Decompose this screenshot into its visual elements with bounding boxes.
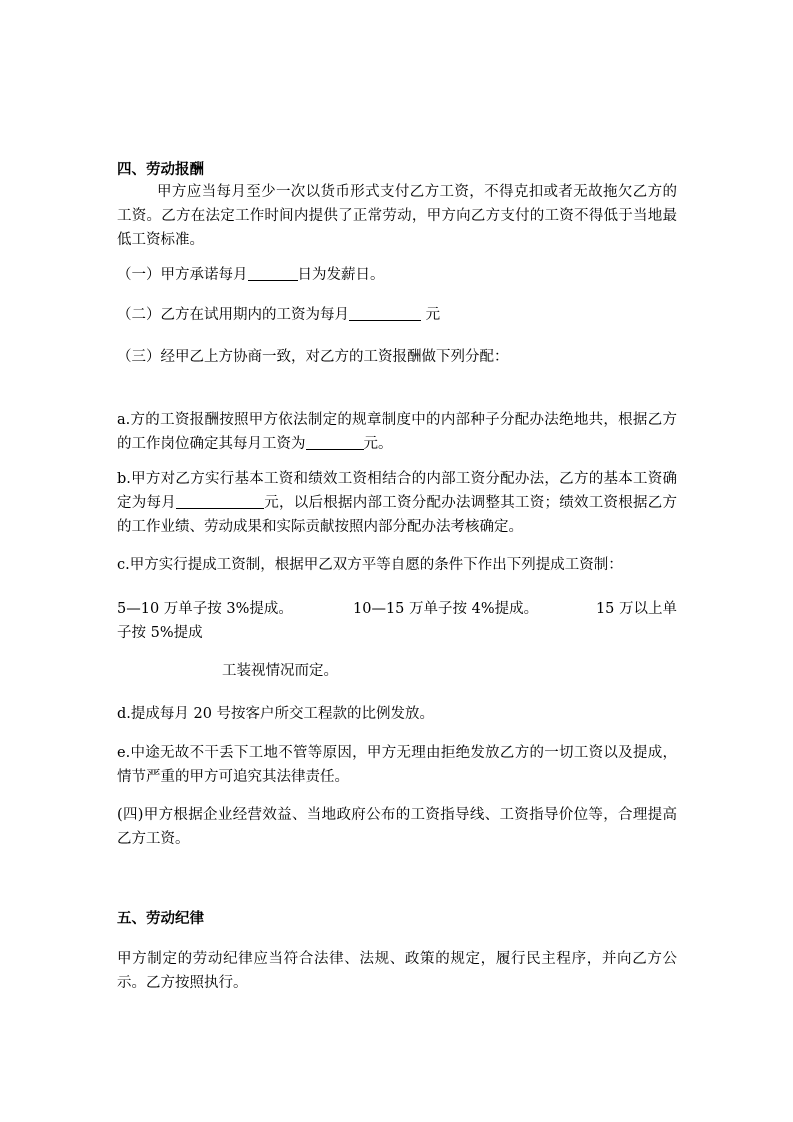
probation-salary-blank xyxy=(349,304,421,321)
clause-pay-day-suffix: 日为发薪日。 xyxy=(297,267,385,283)
clause-pay-day-prefix: （一）甲方承诺每月 xyxy=(117,267,248,283)
section-4-intro: 甲方应当每月至少一次以货币形式支付乙方工资，不得克扣或者无故拖欠乙方的工资。乙方在法定工作时间内提供了正常劳动，甲方向乙方支付的工资不得低于当地最低工资标准。 xyxy=(117,184,677,248)
pay-day-blank xyxy=(248,264,298,281)
clause-c: c.甲方实行提成工资制，根据甲乙双方平等自愿的条件下作出下列提成工资制： xyxy=(117,557,623,573)
clause-b-prefix: b.甲方对乙方实行基本工资和绩效工资相结合的内部工资分配办法，乙方的基本工资确定为每月 xyxy=(117,471,677,511)
commission-tiers xyxy=(117,597,677,621)
clause-four: (四)甲方根据企业经营效益、当地政府公布的工资指导线、工资指导价位等，合理提高乙方工资。 xyxy=(117,807,677,847)
clause-probation-salary xyxy=(117,303,677,327)
clause-c-note: 工装视情况而定。 xyxy=(222,663,338,679)
clause-d: d.提成每月 20 号按客户所交工程款的比例发放。 xyxy=(117,706,435,722)
base-salary-blank xyxy=(176,492,264,509)
clause-e: e.中途无故不干丢下工地不管等原因，甲方无理由拒绝发放乙方的一切工资以及提成，情节严重的甲方可追究其法律责任。 xyxy=(117,745,677,785)
section-4-heading: 四、劳动报酬 xyxy=(117,161,204,178)
clause-probation-suffix: 元 xyxy=(421,307,441,323)
clause-probation-prefix: （二）乙方在试用期内的工资为每月 xyxy=(117,307,349,323)
commission-tier-1: 5—10 万单子按 3%提成。 xyxy=(117,601,293,617)
commission-tier-3-part-1: 15 万以上单 xyxy=(595,601,677,617)
clause-a-prefix: a.方的工资报酬按照甲方依法制定的规章制度中的内部种子分配办法绝地共，根据乙方的工作岗位确定其每月工资为 xyxy=(117,412,677,452)
clause-b xyxy=(117,467,677,539)
monthly-salary-blank xyxy=(306,433,364,450)
clause-b-suffix: 元，以后根据内部工资分配办法调整其工资；绩效工资根据乙方的工作业绩、劳动成果和实际贡献按照内部分配办法考核确定。 xyxy=(117,495,677,535)
clause-a-suffix: 元。 xyxy=(363,436,393,452)
commission-tier-3-part-2: 子按 5%提成 xyxy=(117,625,203,641)
commission-tier-2: 10—15 万单子按 4%提成。 xyxy=(353,601,539,617)
clause-a xyxy=(117,408,677,456)
section-5-body: 甲方制定的劳动纪律应当符合法律、法规、政策的规定，履行民主程序，并向乙方公示。乙方按照执行。 xyxy=(117,951,677,991)
section-5-heading: 五、劳动纪律 xyxy=(117,910,204,927)
clause-pay-day xyxy=(117,263,677,287)
clause-distribution: （三）经甲乙上方协商一致，对乙方的工资报酬做下列分配： xyxy=(117,349,509,365)
